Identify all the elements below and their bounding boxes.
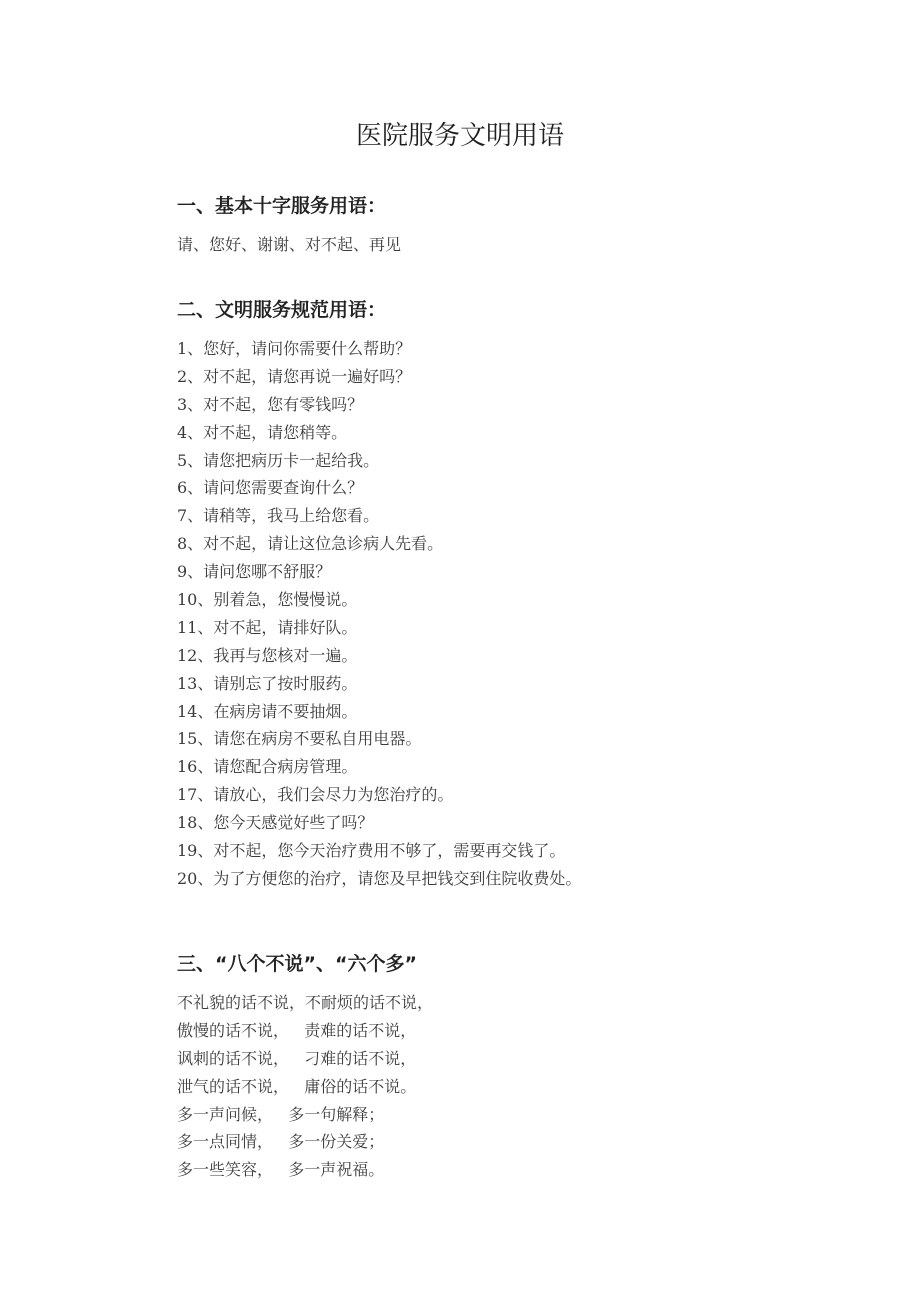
list-item: 19、对不起，您今天治疗费用不够了，需要再交钱了。 — [177, 841, 566, 861]
list-item: 8、对不起，请让这位急诊病人先看。 — [177, 534, 444, 554]
list-item: 18、您今天感觉好些了吗？ — [177, 813, 374, 833]
list-item: 7、请稍等，我马上给您看。 — [177, 506, 380, 526]
list-item: 16、请您配合病房管理。 — [177, 757, 358, 777]
section-heading-eight-dont-six-more: 三、“八个不说”、“六个多” — [177, 953, 417, 975]
standard-phrases-list — [177, 335, 581, 893]
section-heading-basic-phrases: 一、基本十字服务用语： — [177, 195, 387, 217]
list-item: 20、为了方便您的治疗，请您及早把钱交到住院收费处。 — [177, 868, 582, 888]
list-item: 9、请问您哪不舒服？ — [177, 562, 332, 582]
list-item: 讽刺的话不说， 刁难的话不说， — [177, 1048, 417, 1068]
basic-phrases-text: 请、您好、谢谢、对不起、再见 — [177, 235, 402, 254]
list-item: 6、请问您需要查询什么？ — [177, 478, 364, 498]
list-item: 4、对不起，请您稍等。 — [177, 422, 348, 442]
list-item: 13、请别忘了按时服药。 — [177, 673, 358, 693]
list-item: 12、我再与您核对一遍。 — [177, 645, 358, 665]
list-item: 多一声问候， 多一句解释； — [177, 1104, 385, 1124]
list-item: 多一点同情， 多一份关爱； — [177, 1132, 385, 1152]
list-item: 5、请您把病历卡一起给我。 — [177, 450, 380, 470]
list-item: 2、对不起，请您再说一遍好吗？ — [177, 366, 412, 386]
list-item: 泄气的话不说， 庸俗的话不说。 — [177, 1076, 417, 1096]
section-heading-standard-phrases: 二、文明服务规范用语： — [177, 299, 387, 321]
list-item: 15、请您在病房不要私自用电器。 — [177, 729, 422, 749]
list-item: 不礼貌的话不说，不耐烦的话不说， — [177, 993, 434, 1012]
eight-dont-six-more-list — [177, 989, 433, 1184]
list-item: 10、别着急，您慢慢说。 — [177, 590, 358, 610]
list-item: 多一些笑容， 多一声祝福。 — [177, 1160, 385, 1180]
list-item: 傲慢的话不说， 责难的话不说， — [177, 1020, 417, 1040]
list-item: 17、请放心，我们会尽力为您治疗的。 — [177, 785, 454, 805]
list-item: 1、您好，请问你需要什么帮助？ — [177, 339, 412, 358]
list-item: 11、对不起，请排好队。 — [177, 617, 358, 637]
list-item: 3、对不起，您有零钱吗？ — [177, 394, 364, 414]
list-item: 14、在病房请不要抽烟。 — [177, 701, 358, 721]
page-title: 医院服务文明用语 — [355, 121, 564, 151]
